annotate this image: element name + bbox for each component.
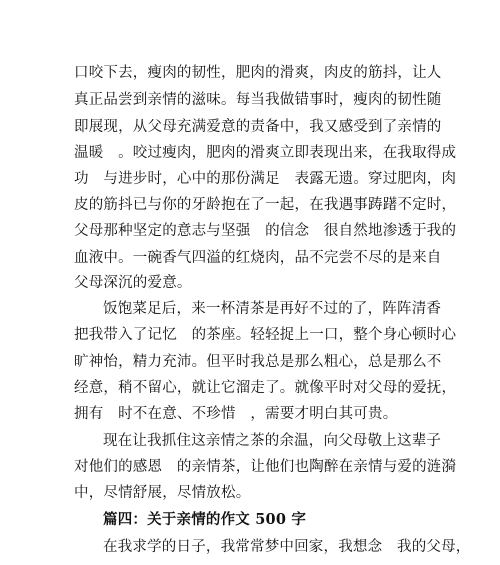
text-line: 父母那种坚定的意志与坚强 的信念 很自然地渗透于我的 [74, 223, 457, 239]
text-line: 父母深沉的爱意。 [74, 275, 192, 291]
text-line: 即展现，从父母充满爱意的责备中，我又感受到了亲情的 [74, 119, 442, 135]
text-line: 中，尽情舒展，尽情放松。 [74, 485, 251, 501]
text-line: 功 与进步时，心中的那份满足 表露无遗。穿过肥肉，肉 [74, 171, 457, 187]
text-line: 把我带入了记忆 的茶座。轻轻捉上一口，整个身心顿时心 [74, 327, 457, 343]
paragraph-first-line: 在我求学的日子，我常常梦中回家，我想念 我的父母， [103, 539, 471, 555]
text-line: 血液中。一碗香气四溢的红烧肉，品不完尝不尽的是来自 [74, 250, 442, 266]
text-line: 拥有 时不在意、不珍惜 ，需要才明白其可贵。 [74, 406, 398, 422]
text-line: 皮的筋抖已与你的牙龄抱在了一起，在我遇事踌躇不定时， [74, 197, 457, 213]
text-line: 对他们的感恩 的亲情茶，让他们也陶醉在亲情与爱的涟漪 [74, 459, 457, 475]
paragraph-first-line: 现在让我抓住这亲情之茶的余温，向父母敬上这辈子 [103, 433, 442, 449]
text-line: 真正品尝到亲情的滋味。每当我做错事时，瘦肉的韧性随 [74, 92, 442, 108]
text-line: 温暖 。咬过瘦肉，肥肉的滑爽立即表现出来，在我取得成 [74, 145, 457, 161]
text-line: 经意，稍不留心，就让它溜走了。就像平时对父母的爱抚， [74, 380, 457, 396]
text-line: 口咬下去，瘦肉的韧性，肥肉的滑爽，肉皮的筋抖，让人 [74, 65, 442, 81]
section-heading: 篇四：关于亲情的作文 500 字 [103, 511, 307, 528]
text-line: 旷神怡，精力充沛。但平时我总是那么粗心，总是那么不 [74, 354, 442, 370]
paragraph-first-line: 饭饱菜足后，来一杯清茶是再好不过的了，阵阵清香 [103, 301, 442, 317]
